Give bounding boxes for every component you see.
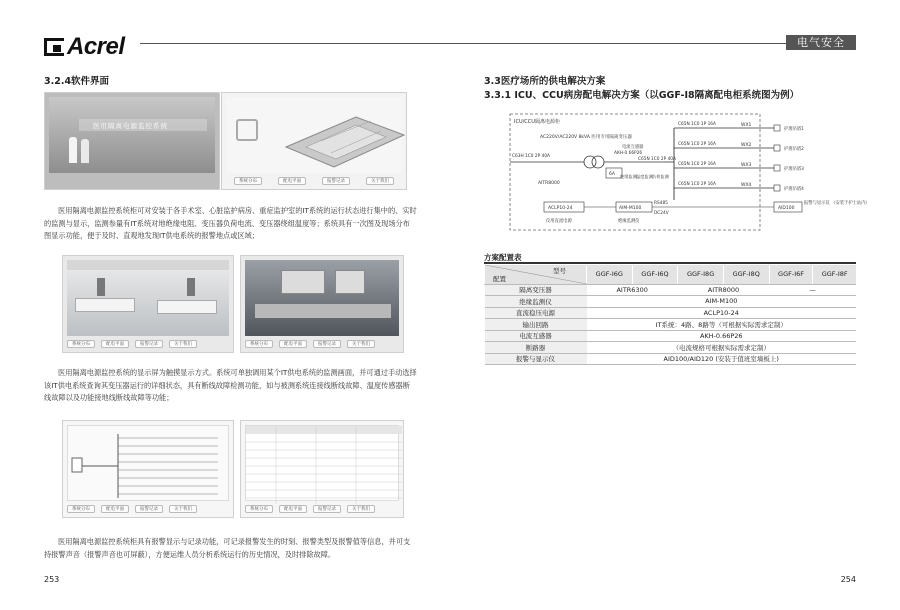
- alarm-device: AID100: [778, 206, 795, 211]
- branch-id: WX1: [741, 123, 752, 128]
- paragraph-3: 医用隔离电源监控系统柜具有报警显示与记录功能，可记录报警发生的时刻、报警类型及报警值等信息，并可支持报警声音（报警声音也可屏蔽），方便运维人员分析系统运行的历史情况，及时排除故障。: [44, 537, 411, 559]
- software-screenshot-welcome: [44, 92, 220, 190]
- transformer-model: AITR8000: [538, 181, 560, 186]
- alarm-records-grid: [246, 426, 402, 504]
- logo-mark-icon: [44, 38, 64, 56]
- spec-table: [484, 265, 856, 365]
- row-label: 断路器: [485, 342, 587, 354]
- page-number-left: 253: [44, 575, 60, 584]
- diagram-box-title: ICU/CCU隔离电源柜: [514, 119, 560, 125]
- branch-id: WX3: [741, 163, 752, 168]
- row-label: 输出回路: [485, 319, 587, 331]
- table-row: [485, 342, 857, 354]
- incoming-breaker: C63H 1C0 2P 40A: [512, 154, 550, 159]
- bus-label: RS485: [654, 201, 668, 206]
- nav-button[interactable]: 关于我们: [169, 505, 197, 513]
- current-sensor: 电流互感器: [622, 145, 644, 150]
- software-screenshot-floorplan: [221, 92, 407, 190]
- row-label: 绝缘监测仪: [485, 296, 587, 308]
- current-sensor-model: AKH-0.66P26: [614, 151, 643, 156]
- software-screenshot-ward: [62, 255, 234, 353]
- dc-module: ACLP10-24: [548, 206, 573, 211]
- brand-logo: [44, 33, 125, 61]
- model-header: GGF-I8F: [813, 265, 856, 284]
- doctor-figure: [69, 137, 77, 163]
- dc-module-label: 仪用直流电源: [546, 219, 572, 224]
- corner-top-label: 型号: [553, 267, 566, 275]
- nav-button[interactable]: 关于我们: [366, 177, 394, 185]
- transformer-label: [540, 133, 632, 140]
- nav-button[interactable]: 系统分布: [245, 505, 273, 513]
- transformer-label-text: AC220V/AC220V 8kVA 医用专用隔离变压器: [540, 135, 632, 140]
- outlet-label: 护理吊塔2: [784, 147, 804, 152]
- branch-breaker: C65N 1C0 2P 16A: [678, 182, 716, 187]
- software-screenshot-oneline: [62, 420, 234, 518]
- software-title: 医用隔离电源监控系统: [93, 122, 168, 130]
- nav-button[interactable]: 配电平面: [101, 505, 129, 513]
- paragraph-1: 医用隔离电源监控系统柜可对安装于各手术室、心脏监护病房、重症监护室的IT系统的运行状态进行集中的、实时的监测与显示，监测参量有IT系统对地绝缘电阻、变压器负荷电流、变压器绕组温度等；系统具有一次图及现场分布图显示功能，便于及时、直观地发现IT供电系统的报警地点或区域；: [44, 206, 417, 240]
- table-cell: AITR6300: [587, 284, 678, 296]
- table-cell: AID100/AID120 (安装于值班室墙板上): [587, 353, 857, 365]
- outlet-label: 护理吊塔3: [784, 167, 804, 172]
- table-cell: AIM-M100: [587, 296, 857, 308]
- model-header: GGF-I6G: [587, 265, 633, 284]
- branch-breaker: C65N 1C0 1P 16A: [678, 122, 716, 127]
- nav-button[interactable]: 系统分布: [245, 340, 273, 348]
- nav-button[interactable]: 系统分布: [67, 505, 95, 513]
- outlet-icon: [774, 185, 780, 191]
- nav-button[interactable]: 关于我们: [169, 340, 197, 348]
- table-cell: AITR8000: [678, 284, 769, 296]
- nav-button[interactable]: 关于我们: [347, 340, 375, 348]
- nav-button[interactable]: 报警记录: [135, 505, 163, 513]
- header-divider: [140, 43, 812, 44]
- row-label: 电流互感器: [485, 330, 587, 342]
- table-cell: （电流规格可根据实际需求定制）: [587, 342, 857, 354]
- table-title: 方案配置表: [484, 253, 522, 262]
- table-header-row: [485, 265, 857, 284]
- nav-button[interactable]: 报警记录: [322, 177, 350, 185]
- nav-button[interactable]: 配电平面: [279, 505, 307, 513]
- oneline-diagram: [68, 426, 232, 504]
- model-header: GGF-I6F: [769, 265, 813, 284]
- table-cell: AKH-0.66P26: [587, 330, 857, 342]
- monitor-term: 温度监测: [636, 174, 653, 179]
- outlet-label: 护理吊塔4: [784, 187, 804, 192]
- model-header: GGF-I6Q: [632, 265, 678, 284]
- table-row: [485, 296, 857, 308]
- outlet-icon: [774, 165, 780, 171]
- page-number-right: 254: [840, 575, 856, 584]
- monitor-module-label: 绝缘监测仪: [618, 219, 640, 224]
- table-row: [485, 330, 857, 342]
- second-breaker: C65N 1C0 2P 40A: [638, 157, 676, 162]
- table-corner: [485, 265, 587, 284]
- corner-bottom-label: 配置: [493, 274, 506, 283]
- doctor-figure: [81, 139, 89, 163]
- model-header: GGF-I8Q: [723, 265, 769, 284]
- outlet-icon: [774, 145, 780, 151]
- outlet-icon: [774, 125, 780, 131]
- right-section-title: 3.3医疗场所的供电解决方案: [484, 76, 606, 87]
- table-cell: IT系统：4路、8路等（可根据实际需求定制）: [587, 319, 857, 331]
- alarm-label: 报警与显示仪 （安装于护士站内）: [804, 201, 870, 206]
- nav-button[interactable]: 报警记录: [135, 340, 163, 348]
- nav-button[interactable]: 配电平面: [278, 177, 306, 185]
- right-subsection-title: 3.3.1 ICU、CCU病房配电解决方案（以GGF-I8隔离配电柜系统图为例）: [484, 90, 800, 101]
- nav-button[interactable]: 系统分布: [234, 177, 262, 185]
- branch-id: WX4: [741, 183, 752, 188]
- monitor-module: AIM-M100: [619, 206, 642, 211]
- table-top-rule: [484, 262, 856, 264]
- row-label: 报警与显示仪: [485, 353, 587, 365]
- row-label: 直流稳压电源: [485, 307, 587, 319]
- table-cell: —: [769, 284, 856, 296]
- nav-button[interactable]: 系统分布: [67, 340, 95, 348]
- table-row: [485, 284, 857, 296]
- bus-label: DC24V: [654, 211, 669, 216]
- branch-id: WX2: [741, 143, 752, 148]
- nav-button[interactable]: 配电平面: [101, 340, 129, 348]
- left-section-title: 3.2.4软件界面: [44, 76, 110, 87]
- table-cell: ACLP10-24: [587, 307, 857, 319]
- amp-label: 6A: [609, 172, 615, 177]
- system-diagram: [504, 110, 870, 234]
- outlet-label: 护理吊塔1: [784, 127, 804, 132]
- paragraph-2: 医用隔离电源监控系统的显示屏为触摸显示方式。系统可单独调用某个IT供电系统的监测画面，并可通过手动选择该IT供电系统查询其变压器运行的详细状态，具有断线故障检测功能，如与被测系统连接线断线故障、温度传感器断线故障以及功能接地线断线故障等功能；: [44, 368, 417, 402]
- nav-button[interactable]: 报警记录: [313, 505, 341, 513]
- software-screenshot-operating-room: [240, 255, 404, 353]
- model-header: GGF-I8G: [678, 265, 724, 284]
- monitor-term: 负荷监测: [652, 174, 669, 179]
- table-row: [485, 319, 857, 331]
- branch-breaker: C65N 1C0 2P 16A: [678, 162, 716, 167]
- nav-button[interactable]: 关于我们: [347, 505, 375, 513]
- brand-name: Acrel: [67, 33, 125, 60]
- header-tag: 电气安全: [786, 35, 856, 50]
- floorplan-icon: [236, 119, 258, 141]
- table-row: [485, 353, 857, 365]
- nav-button[interactable]: 报警记录: [313, 340, 341, 348]
- nav-button[interactable]: 配电平面: [279, 340, 307, 348]
- branch-breaker: C65N 1C0 2P 16A: [678, 142, 716, 147]
- row-label: 隔离变压器: [485, 284, 587, 296]
- monitor-term: 绝缘监测: [620, 174, 637, 179]
- table-row: [485, 307, 857, 319]
- software-screenshot-alarm-records: [240, 420, 404, 518]
- floorplan-3d: [286, 109, 406, 169]
